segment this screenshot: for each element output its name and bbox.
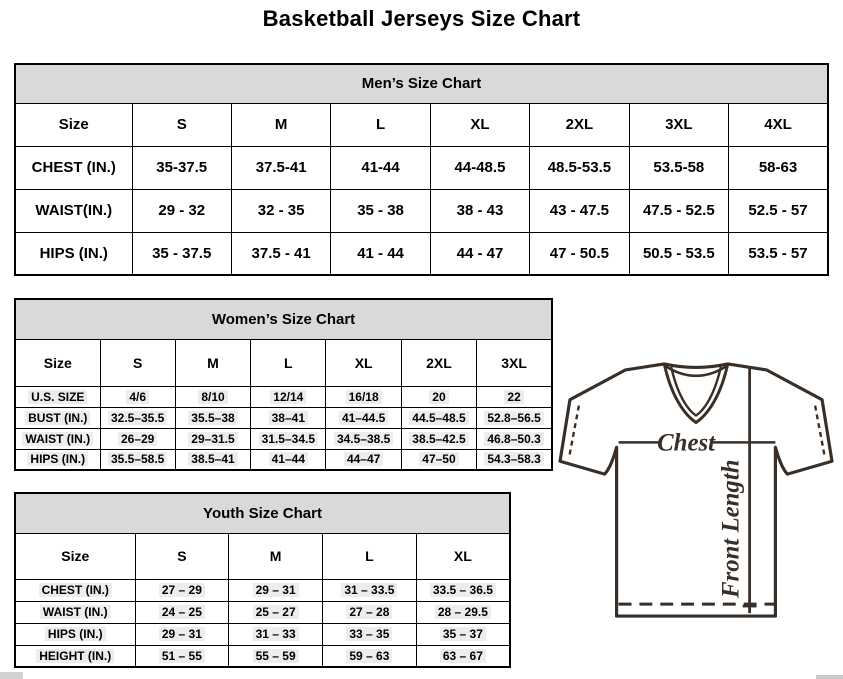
value-text: 27 – 28 bbox=[346, 605, 392, 619]
value-cell bbox=[477, 407, 552, 428]
value-text: 33 – 35 bbox=[346, 627, 392, 641]
value-cell bbox=[229, 579, 323, 601]
header-cell: XL bbox=[326, 339, 401, 386]
row-label-text: WAIST (IN.) bbox=[40, 605, 111, 619]
row-label bbox=[15, 579, 135, 601]
value-text: 41–44 bbox=[269, 452, 308, 466]
value-text: 31 – 33.5 bbox=[341, 583, 397, 597]
row-label bbox=[15, 645, 135, 667]
youth-table-title: Youth Size Chart bbox=[15, 493, 510, 533]
value-cell: 41 - 44 bbox=[331, 232, 430, 275]
header-cell: 2XL bbox=[401, 339, 476, 386]
value-text: 44.5–48.5 bbox=[409, 411, 468, 425]
page-title: Basketball Jerseys Size Chart bbox=[262, 6, 581, 31]
front-length-label: Front Length bbox=[717, 459, 745, 598]
value-text: 34.5–38.5 bbox=[334, 432, 393, 446]
value-text: 54.3–58.3 bbox=[484, 452, 543, 466]
value-cell bbox=[401, 449, 476, 470]
row-label bbox=[15, 601, 135, 623]
value-cell bbox=[175, 386, 250, 407]
value-text: 29 – 31 bbox=[253, 583, 299, 597]
value-text: 38.5–41 bbox=[188, 452, 237, 466]
value-cell bbox=[100, 428, 175, 449]
value-cell bbox=[477, 428, 552, 449]
value-text: 35.5–38 bbox=[188, 411, 237, 425]
value-cell: 48.5-53.5 bbox=[530, 146, 629, 189]
row-label-text: WAIST (IN.) bbox=[22, 432, 93, 446]
row-label bbox=[15, 428, 100, 449]
value-cell bbox=[323, 623, 417, 645]
value-text: 25 – 27 bbox=[253, 605, 299, 619]
header-cell: M bbox=[229, 533, 323, 579]
scrollbar-fragment-left[interactable] bbox=[0, 672, 23, 679]
header-cell: 4XL bbox=[729, 103, 828, 146]
value-text: 38–41 bbox=[269, 411, 308, 425]
value-text: 52.8–56.5 bbox=[484, 411, 543, 425]
scrollbar-fragment-right[interactable] bbox=[816, 675, 843, 679]
header-cell: L bbox=[251, 339, 326, 386]
row-label-text: HIPS (IN.) bbox=[45, 627, 106, 641]
value-text: 32.5–35.5 bbox=[108, 411, 167, 425]
value-cell bbox=[416, 623, 510, 645]
row-label bbox=[15, 386, 100, 407]
value-cell: 44 - 47 bbox=[430, 232, 529, 275]
value-cell bbox=[251, 428, 326, 449]
value-cell bbox=[326, 407, 401, 428]
value-text: 31.5–34.5 bbox=[259, 432, 318, 446]
value-cell bbox=[401, 407, 476, 428]
value-text: 24 – 25 bbox=[159, 605, 205, 619]
value-cell: 43 - 47.5 bbox=[530, 189, 629, 232]
value-cell: 38 - 43 bbox=[430, 189, 529, 232]
value-cell bbox=[251, 407, 326, 428]
value-cell bbox=[229, 645, 323, 667]
value-cell bbox=[323, 579, 417, 601]
value-cell bbox=[401, 428, 476, 449]
header-cell: M bbox=[175, 339, 250, 386]
row-label-text: U.S. SIZE bbox=[28, 390, 87, 404]
value-cell bbox=[416, 601, 510, 623]
value-text: 29 – 31 bbox=[159, 627, 205, 641]
value-cell bbox=[229, 623, 323, 645]
value-cell bbox=[135, 579, 229, 601]
value-text: 46.8–50.3 bbox=[484, 432, 543, 446]
value-text: 8/10 bbox=[198, 390, 227, 404]
row-label: CHEST (IN.) bbox=[15, 146, 132, 189]
value-cell bbox=[416, 579, 510, 601]
header-cell: S bbox=[135, 533, 229, 579]
value-cell bbox=[175, 407, 250, 428]
table-row bbox=[15, 449, 552, 470]
header-cell: XL bbox=[416, 533, 510, 579]
value-text: 63 – 67 bbox=[440, 649, 486, 663]
header-cell: 3XL bbox=[477, 339, 552, 386]
table-row bbox=[15, 579, 510, 601]
value-text: 4/6 bbox=[126, 390, 149, 404]
mens-table-title: Men’s Size Chart bbox=[15, 64, 828, 103]
jersey-outline bbox=[560, 364, 832, 616]
value-text: 28 – 29.5 bbox=[435, 605, 491, 619]
value-text: 47–50 bbox=[419, 452, 458, 466]
value-text: 35 – 37 bbox=[440, 627, 486, 641]
header-cell: S bbox=[132, 103, 231, 146]
value-text: 31 – 33 bbox=[253, 627, 299, 641]
womens-size-table bbox=[14, 298, 553, 471]
table-row bbox=[15, 601, 510, 623]
row-label: WAIST(IN.) bbox=[15, 189, 132, 232]
value-cell bbox=[323, 601, 417, 623]
header-cell: 3XL bbox=[629, 103, 728, 146]
jersey-measurement-diagram bbox=[556, 358, 838, 626]
value-text: 55 – 59 bbox=[253, 649, 299, 663]
row-label-text: HEIGHT (IN.) bbox=[36, 649, 114, 663]
value-cell: 35 - 38 bbox=[331, 189, 430, 232]
value-cell: 50.5 - 53.5 bbox=[629, 232, 728, 275]
header-cell: 2XL bbox=[530, 103, 629, 146]
table-row bbox=[15, 407, 552, 428]
row-label bbox=[15, 623, 135, 645]
value-text: 33.5 – 36.5 bbox=[430, 583, 496, 597]
mens-size-table bbox=[14, 63, 829, 276]
value-cell bbox=[251, 386, 326, 407]
table-row bbox=[15, 189, 828, 232]
value-cell bbox=[401, 386, 476, 407]
value-cell bbox=[416, 645, 510, 667]
value-text: 16/18 bbox=[346, 390, 382, 404]
table-row bbox=[15, 386, 552, 407]
value-cell bbox=[135, 645, 229, 667]
value-text: 22 bbox=[504, 390, 523, 404]
value-cell bbox=[135, 623, 229, 645]
value-cell: 37.5 - 41 bbox=[231, 232, 330, 275]
row-label bbox=[15, 407, 100, 428]
row-label-text: CHEST (IN.) bbox=[39, 583, 112, 597]
value-text: 12/14 bbox=[270, 390, 306, 404]
value-cell bbox=[175, 449, 250, 470]
value-cell bbox=[100, 386, 175, 407]
youth-header-row bbox=[15, 533, 510, 579]
row-label-text: BUST (IN.) bbox=[25, 411, 90, 425]
value-cell: 41-44 bbox=[331, 146, 430, 189]
header-cell: L bbox=[331, 103, 430, 146]
value-cell bbox=[251, 449, 326, 470]
value-cell: 44-48.5 bbox=[430, 146, 529, 189]
value-cell bbox=[100, 449, 175, 470]
jersey-illustration bbox=[556, 358, 838, 626]
value-cell bbox=[326, 449, 401, 470]
value-cell: 53.5 - 57 bbox=[729, 232, 828, 275]
header-cell: Size bbox=[15, 103, 132, 146]
header-cell: XL bbox=[430, 103, 529, 146]
value-text: 38.5–42.5 bbox=[409, 432, 468, 446]
value-cell: 58-63 bbox=[729, 146, 828, 189]
table-row bbox=[15, 623, 510, 645]
value-text: 20 bbox=[429, 390, 448, 404]
value-text: 44–47 bbox=[344, 452, 383, 466]
womens-header-row bbox=[15, 339, 552, 386]
row-label-text: HIPS (IN.) bbox=[27, 452, 88, 466]
value-cell bbox=[326, 386, 401, 407]
value-cell: 47 - 50.5 bbox=[530, 232, 629, 275]
header-cell: Size bbox=[15, 339, 100, 386]
value-cell: 47.5 - 52.5 bbox=[629, 189, 728, 232]
value-cell bbox=[323, 645, 417, 667]
value-text: 27 – 29 bbox=[159, 583, 205, 597]
table-row bbox=[15, 232, 828, 275]
value-text: 59 – 63 bbox=[346, 649, 392, 663]
value-text: 29–31.5 bbox=[188, 432, 237, 446]
value-cell: 52.5 - 57 bbox=[729, 189, 828, 232]
value-cell: 35-37.5 bbox=[132, 146, 231, 189]
mens-header-row bbox=[15, 103, 828, 146]
value-cell: 29 - 32 bbox=[132, 189, 231, 232]
womens-table-title: Women’s Size Chart bbox=[15, 299, 552, 339]
value-cell bbox=[477, 449, 552, 470]
value-text: 35.5–58.5 bbox=[108, 452, 167, 466]
table-row bbox=[15, 146, 828, 189]
row-label bbox=[15, 449, 100, 470]
youth-size-table bbox=[14, 492, 511, 668]
value-cell bbox=[326, 428, 401, 449]
value-text: 51 – 55 bbox=[159, 649, 205, 663]
value-cell bbox=[229, 601, 323, 623]
value-cell bbox=[100, 407, 175, 428]
header-cell: M bbox=[231, 103, 330, 146]
value-cell: 32 - 35 bbox=[231, 189, 330, 232]
value-cell: 37.5-41 bbox=[231, 146, 330, 189]
header-cell: L bbox=[323, 533, 417, 579]
value-text: 26–29 bbox=[118, 432, 157, 446]
chest-label: Chest bbox=[657, 429, 716, 457]
value-cell bbox=[175, 428, 250, 449]
value-text: 41–44.5 bbox=[339, 411, 388, 425]
value-cell: 35 - 37.5 bbox=[132, 232, 231, 275]
header-cell: S bbox=[100, 339, 175, 386]
value-cell bbox=[135, 601, 229, 623]
table-row bbox=[15, 428, 552, 449]
row-label: HIPS (IN.) bbox=[15, 232, 132, 275]
value-cell bbox=[477, 386, 552, 407]
header-cell: Size bbox=[15, 533, 135, 579]
table-row bbox=[15, 645, 510, 667]
value-cell: 53.5-58 bbox=[629, 146, 728, 189]
